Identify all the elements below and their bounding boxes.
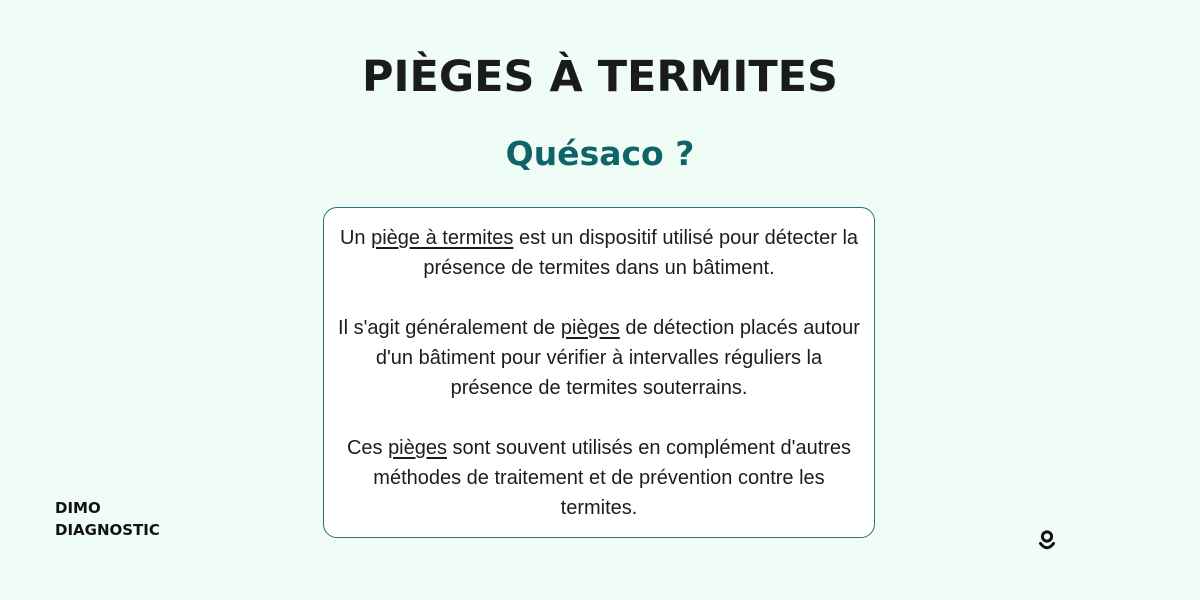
paragraph-usage bbox=[334, 433, 864, 523]
page-title: PIÈGES À TERMITES bbox=[361, 52, 839, 102]
brand-name bbox=[55, 497, 160, 541]
link-pieges[interactable]: pièges bbox=[560, 317, 620, 339]
info-card bbox=[323, 207, 875, 538]
paragraph-text: est un dispositif utilisé pour détecter la présence de termites dans un bâtiment. bbox=[423, 227, 859, 279]
brand-line-1: DIMO bbox=[55, 499, 101, 517]
paragraph-text: Un bbox=[339, 227, 372, 249]
logo-mark-icon bbox=[1038, 530, 1056, 552]
paragraph-text: de détection placés autour d'un bâtiment pour vérifier à intervalles réguliers la présence de termites souterrains. bbox=[375, 317, 860, 399]
paragraph-definition bbox=[334, 223, 864, 283]
link-piege-a-termites[interactable]: piège à termites bbox=[371, 227, 514, 249]
paragraph-text: Ces bbox=[346, 437, 389, 459]
brand-line-2: DIAGNOSTIC bbox=[55, 521, 160, 539]
paragraph-description bbox=[334, 313, 864, 403]
link-pieges[interactable]: pièges bbox=[388, 437, 447, 459]
page-subtitle: Quésaco ? bbox=[505, 134, 695, 173]
paragraph-text: Il s'agit généralement de bbox=[338, 317, 561, 339]
paragraph-text: sont souvent utilisés en complément d'autres méthodes de traitement et de prévention contre les termites. bbox=[373, 437, 852, 519]
